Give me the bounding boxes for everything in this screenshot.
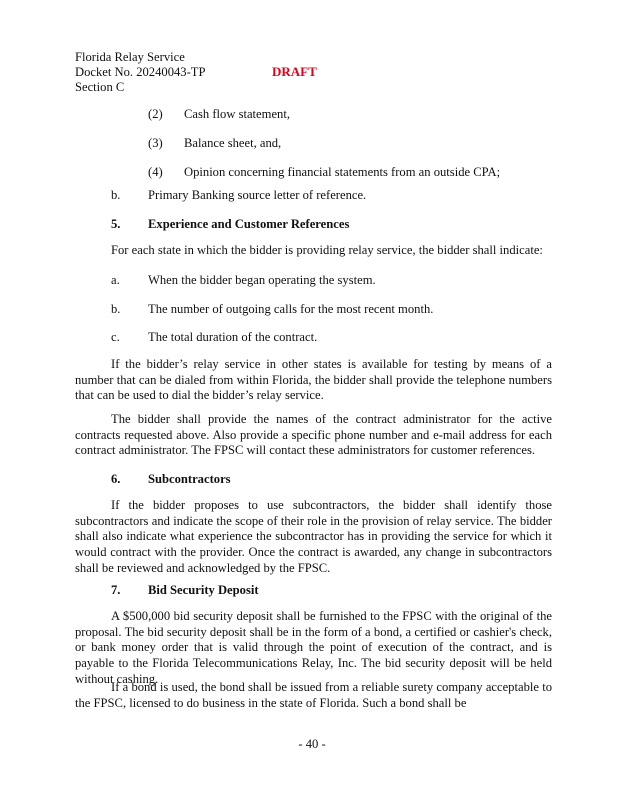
item-text: Primary Banking source letter of reference. xyxy=(148,188,367,202)
header-service-name: Florida Relay Service xyxy=(75,50,185,64)
item-text: Opinion concerning financial statements from an outside CPA; xyxy=(184,165,501,179)
section-number: 6. xyxy=(111,472,121,486)
item-letter: b. xyxy=(111,302,121,316)
item-text: When the bidder began operating the system. xyxy=(148,273,376,287)
item-text: The total duration of the contract. xyxy=(148,330,318,344)
section-title: Subcontractors xyxy=(148,472,231,486)
paragraph: The bidder shall provide the names of the contract administrator for the active contracts requested above. Also provide a specific phone number and e-mail address for each contract administrator. The FPSC will contact these administrators for customer references. xyxy=(75,412,552,458)
item-number: (3) xyxy=(148,136,163,150)
item-text: Cash flow statement, xyxy=(184,107,290,121)
item-text: Balance sheet, and, xyxy=(184,136,282,150)
header-section: Section C xyxy=(75,80,125,94)
paragraph: If the bidder’s relay service in other states is available for testing by means of a number that can be dialed from within Florida, the bidder shall provide the telephone numbers that can be used to dial the bidder’s relay service. xyxy=(75,357,552,403)
section-number: 7. xyxy=(111,583,121,597)
item-letter: a. xyxy=(111,273,120,287)
page-number: - 40 - xyxy=(298,737,326,751)
paragraph: If the bidder proposes to use subcontractors, the bidder shall identify those subcontractors and indicate the scope of their role in the provision of relay service. The bidder shall also indicate what experience the subcontractor has in providing the service for which it would contract with the provider. Once the contract is awarded, any change in subcontractors shall be reviewed and acknowledged by the FPSC. xyxy=(75,498,552,575)
header-docket-number: Docket No. 20240043-TP xyxy=(75,65,206,79)
item-number: (2) xyxy=(148,107,163,121)
item-text: The number of outgoing calls for the most recent month. xyxy=(148,302,434,316)
section-title: Bid Security Deposit xyxy=(148,583,259,597)
item-number: (4) xyxy=(148,165,163,179)
item-letter: b. xyxy=(111,188,121,202)
section-title: Experience and Customer References xyxy=(148,217,350,231)
draft-label: DRAFT xyxy=(272,64,317,79)
item-letter: c. xyxy=(111,330,120,344)
paragraph: A $500,000 bid security deposit shall be furnished to the FPSC with the original of the proposal. The bid security deposit shall be in the form of a bond, a certified or cashier's check, or bank money order that is valid through the point of execution of the contract, and is payable to the Florida Telecommunications Relay, Inc. The bid security deposit will be held without cashing. xyxy=(75,609,552,686)
paragraph: If a bond is used, the bond shall be issued from a reliable surety company acceptable to the FPSC, licensed to do business in the state of Florida. Such a bond shall be xyxy=(75,680,552,710)
section-number: 5. xyxy=(111,217,121,231)
section-intro: For each state in which the bidder is providing relay service, the bidder shall indicate: xyxy=(111,243,543,257)
